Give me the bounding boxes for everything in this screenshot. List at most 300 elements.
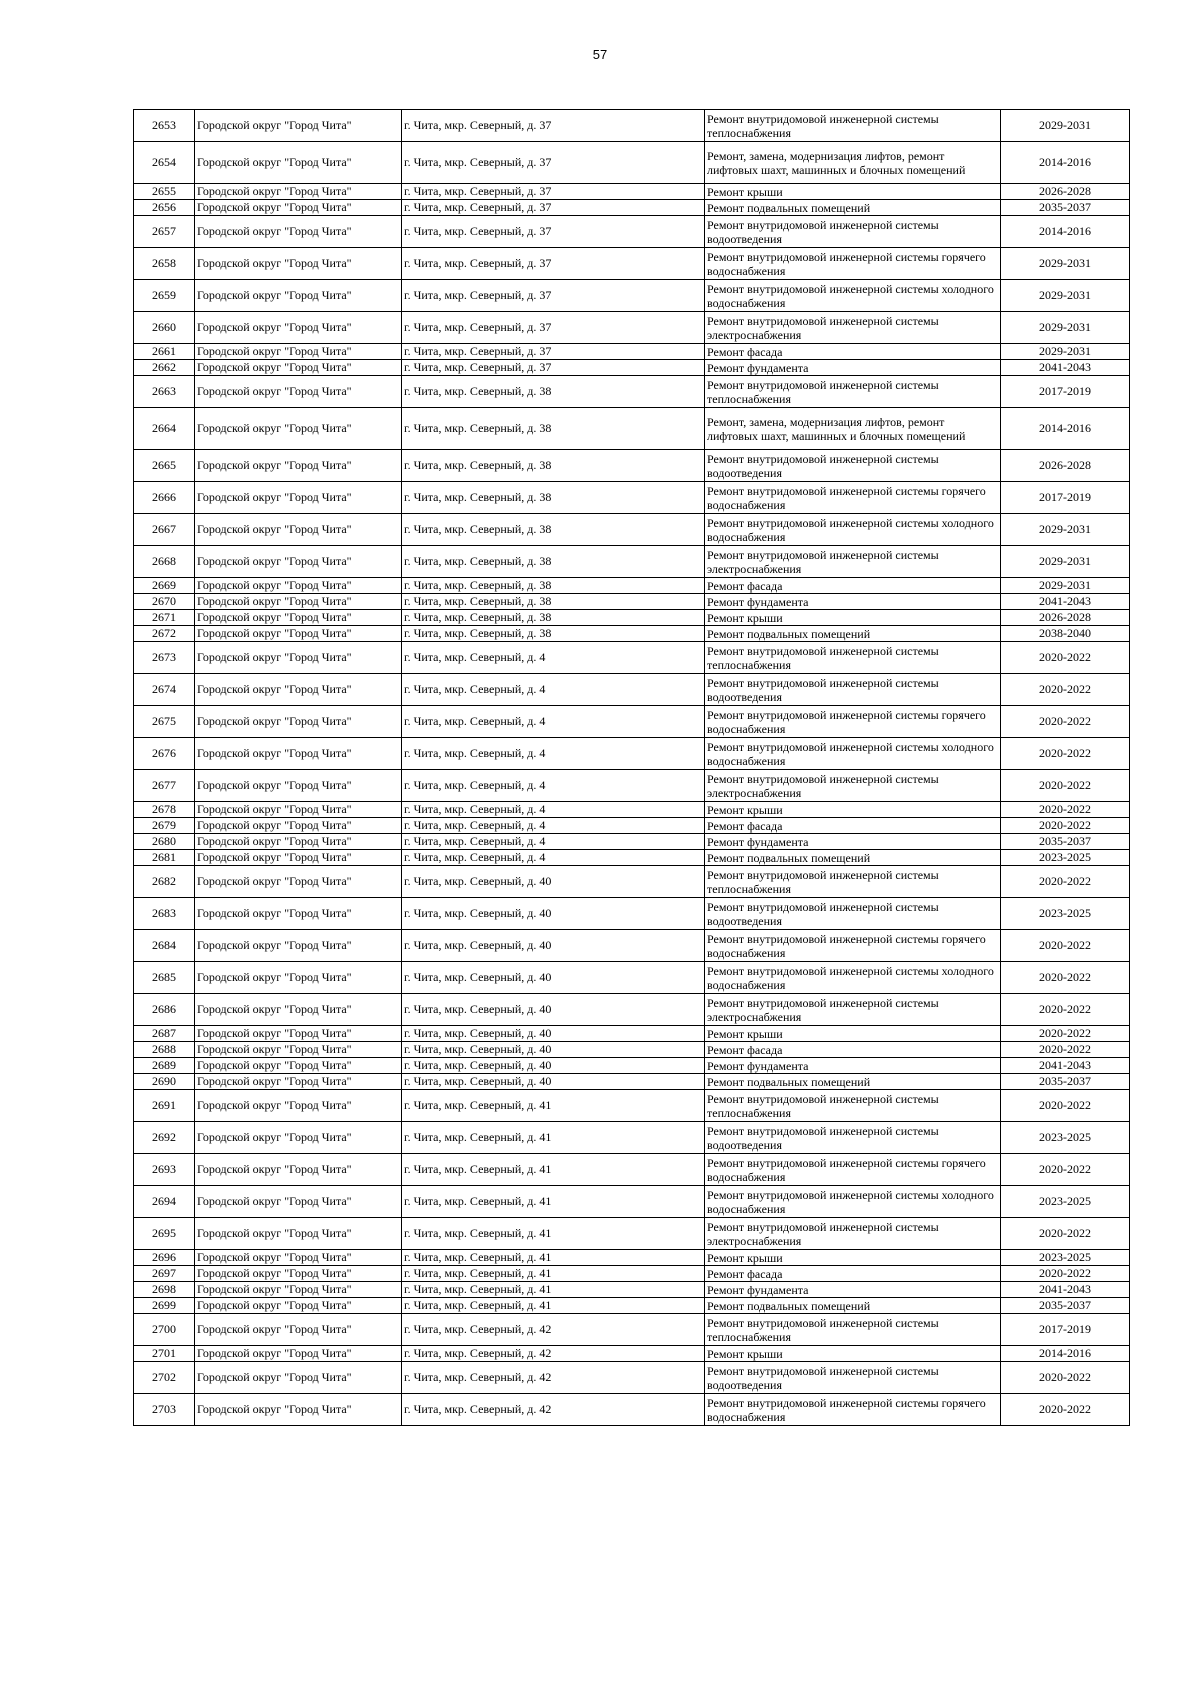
- table-row: [134, 142, 1130, 184]
- work-type-cell: Ремонт фундамента: [705, 834, 1001, 850]
- table-row: [134, 1250, 1130, 1266]
- period-cell: 2023-2025: [1001, 1186, 1130, 1218]
- row-number-cell: 2687: [134, 1026, 195, 1042]
- row-number-cell: 2675: [134, 706, 195, 738]
- period-cell: 2020-2022: [1001, 770, 1130, 802]
- address-cell: г. Чита, мкр. Северный, д. 38: [402, 514, 705, 546]
- row-number-cell: 2698: [134, 1282, 195, 1298]
- table-row: [134, 674, 1130, 706]
- row-number-cell: 2692: [134, 1122, 195, 1154]
- municipality-cell: Городской округ "Город Чита": [195, 184, 402, 200]
- row-number-cell: 2673: [134, 642, 195, 674]
- work-type-cell: Ремонт внутридомовой инженерной системы холодного водоснабжения: [705, 514, 1001, 546]
- address-cell: г. Чита, мкр. Северный, д. 37: [402, 216, 705, 248]
- municipality-cell: Городской округ "Город Чита": [195, 248, 402, 280]
- table-row: [134, 1298, 1130, 1314]
- address-cell: г. Чита, мкр. Северный, д. 40: [402, 1026, 705, 1042]
- work-type-cell: Ремонт внутридомовой инженерной системы электроснабжения: [705, 1218, 1001, 1250]
- address-cell: г. Чита, мкр. Северный, д. 38: [402, 408, 705, 450]
- municipality-cell: Городской округ "Город Чита": [195, 626, 402, 642]
- row-number-cell: 2664: [134, 408, 195, 450]
- row-number-cell: 2690: [134, 1074, 195, 1090]
- period-cell: 2020-2022: [1001, 674, 1130, 706]
- municipality-cell: Городской округ "Город Чита": [195, 962, 402, 994]
- address-cell: г. Чита, мкр. Северный, д. 38: [402, 450, 705, 482]
- municipality-cell: Городской округ "Город Чита": [195, 200, 402, 216]
- address-cell: г. Чита, мкр. Северный, д. 4: [402, 802, 705, 818]
- municipality-cell: Городской округ "Город Чита": [195, 802, 402, 818]
- period-cell: 2029-2031: [1001, 280, 1130, 312]
- municipality-cell: Городской округ "Город Чита": [195, 360, 402, 376]
- address-cell: г. Чита, мкр. Северный, д. 4: [402, 642, 705, 674]
- municipality-cell: Городской округ "Город Чита": [195, 866, 402, 898]
- municipality-cell: Городской округ "Город Чита": [195, 1314, 402, 1346]
- municipality-cell: Городской округ "Город Чита": [195, 1154, 402, 1186]
- row-number-cell: 2686: [134, 994, 195, 1026]
- period-cell: 2029-2031: [1001, 248, 1130, 280]
- address-cell: г. Чита, мкр. Северный, д. 40: [402, 1042, 705, 1058]
- municipality-cell: Городской округ "Город Чита": [195, 610, 402, 626]
- municipality-cell: Городской округ "Город Чита": [195, 738, 402, 770]
- table-row: [134, 834, 1130, 850]
- row-number-cell: 2696: [134, 1250, 195, 1266]
- period-cell: 2029-2031: [1001, 312, 1130, 344]
- address-cell: г. Чита, мкр. Северный, д. 41: [402, 1266, 705, 1282]
- address-cell: г. Чита, мкр. Северный, д. 38: [402, 610, 705, 626]
- period-cell: 2017-2019: [1001, 482, 1130, 514]
- table-row: [134, 962, 1130, 994]
- period-cell: 2035-2037: [1001, 200, 1130, 216]
- period-cell: 2020-2022: [1001, 706, 1130, 738]
- address-cell: г. Чита, мкр. Северный, д. 4: [402, 818, 705, 834]
- period-cell: 2017-2019: [1001, 376, 1130, 408]
- work-type-cell: Ремонт внутридомовой инженерной системы водоотведения: [705, 898, 1001, 930]
- table-row: [134, 850, 1130, 866]
- municipality-cell: Городской округ "Город Чита": [195, 376, 402, 408]
- work-type-cell: Ремонт внутридомовой инженерной системы горячего водоснабжения: [705, 482, 1001, 514]
- row-number-cell: 2671: [134, 610, 195, 626]
- period-cell: 2026-2028: [1001, 610, 1130, 626]
- work-type-cell: Ремонт внутридомовой инженерной системы горячего водоснабжения: [705, 248, 1001, 280]
- work-type-cell: Ремонт внутридомовой инженерной системы горячего водоснабжения: [705, 1394, 1001, 1426]
- table-row: [134, 280, 1130, 312]
- row-number-cell: 2699: [134, 1298, 195, 1314]
- municipality-cell: Городской округ "Город Чита": [195, 578, 402, 594]
- address-cell: г. Чита, мкр. Северный, д. 37: [402, 110, 705, 142]
- work-type-cell: Ремонт фундамента: [705, 594, 1001, 610]
- table-row: [134, 248, 1130, 280]
- table-row: [134, 594, 1130, 610]
- table-row: [134, 1122, 1130, 1154]
- municipality-cell: Городской округ "Город Чита": [195, 1394, 402, 1426]
- municipality-cell: Городской округ "Город Чита": [195, 344, 402, 360]
- table-row: [134, 184, 1130, 200]
- table-row: [134, 1314, 1130, 1346]
- address-cell: г. Чита, мкр. Северный, д. 37: [402, 344, 705, 360]
- period-cell: 2020-2022: [1001, 818, 1130, 834]
- work-type-cell: Ремонт крыши: [705, 1026, 1001, 1042]
- municipality-cell: Городской округ "Город Чита": [195, 216, 402, 248]
- table-row: [134, 216, 1130, 248]
- table-row: [134, 1058, 1130, 1074]
- period-cell: 2014-2016: [1001, 216, 1130, 248]
- work-type-cell: Ремонт внутридомовой инженерной системы холодного водоснабжения: [705, 738, 1001, 770]
- municipality-cell: Городской округ "Город Чита": [195, 898, 402, 930]
- table-row: [134, 770, 1130, 802]
- address-cell: г. Чита, мкр. Северный, д. 42: [402, 1362, 705, 1394]
- table-body: [134, 110, 1130, 1426]
- address-cell: г. Чита, мкр. Северный, д. 4: [402, 738, 705, 770]
- period-cell: 2020-2022: [1001, 962, 1130, 994]
- work-type-cell: Ремонт фасада: [705, 1042, 1001, 1058]
- address-cell: г. Чита, мкр. Северный, д. 40: [402, 1058, 705, 1074]
- table-row: [134, 1266, 1130, 1282]
- municipality-cell: Городской округ "Город Чита": [195, 1186, 402, 1218]
- table-row: [134, 344, 1130, 360]
- work-type-cell: Ремонт, замена, модернизация лифтов, ремонт лифтовых шахт, машинных и блочных помещений: [705, 142, 1001, 184]
- work-type-cell: Ремонт внутридомовой инженерной системы теплоснабжения: [705, 376, 1001, 408]
- row-number-cell: 2697: [134, 1266, 195, 1282]
- work-type-cell: Ремонт подвальных помещений: [705, 200, 1001, 216]
- row-number-cell: 2678: [134, 802, 195, 818]
- period-cell: 2014-2016: [1001, 142, 1130, 184]
- table-row: [134, 738, 1130, 770]
- period-cell: 2035-2037: [1001, 1298, 1130, 1314]
- address-cell: г. Чита, мкр. Северный, д. 38: [402, 578, 705, 594]
- row-number-cell: 2688: [134, 1042, 195, 1058]
- period-cell: 2020-2022: [1001, 930, 1130, 962]
- table-row: [134, 866, 1130, 898]
- row-number-cell: 2703: [134, 1394, 195, 1426]
- municipality-cell: Городской округ "Город Чита": [195, 312, 402, 344]
- work-type-cell: Ремонт фасада: [705, 578, 1001, 594]
- row-number-cell: 2657: [134, 216, 195, 248]
- address-cell: г. Чита, мкр. Северный, д. 40: [402, 962, 705, 994]
- municipality-cell: Городской округ "Город Чита": [195, 1346, 402, 1362]
- period-cell: 2023-2025: [1001, 898, 1130, 930]
- period-cell: 2020-2022: [1001, 1394, 1130, 1426]
- municipality-cell: Городской округ "Город Чита": [195, 1042, 402, 1058]
- address-cell: г. Чита, мкр. Северный, д. 37: [402, 312, 705, 344]
- period-cell: 2020-2022: [1001, 1362, 1130, 1394]
- municipality-cell: Городской округ "Город Чита": [195, 706, 402, 738]
- period-cell: 2017-2019: [1001, 1314, 1130, 1346]
- municipality-cell: Городской округ "Город Чита": [195, 850, 402, 866]
- work-type-cell: Ремонт внутридомовой инженерной системы водоотведения: [705, 1362, 1001, 1394]
- municipality-cell: Городской округ "Город Чита": [195, 1218, 402, 1250]
- work-type-cell: Ремонт внутридомовой инженерной системы теплоснабжения: [705, 1090, 1001, 1122]
- address-cell: г. Чита, мкр. Северный, д. 40: [402, 898, 705, 930]
- table-row: [134, 1090, 1130, 1122]
- row-number-cell: 2683: [134, 898, 195, 930]
- row-number-cell: 2680: [134, 834, 195, 850]
- address-cell: г. Чита, мкр. Северный, д. 41: [402, 1122, 705, 1154]
- work-type-cell: Ремонт подвальных помещений: [705, 1074, 1001, 1090]
- work-type-cell: Ремонт внутридомовой инженерной системы водоотведения: [705, 674, 1001, 706]
- period-cell: 2035-2037: [1001, 834, 1130, 850]
- period-cell: 2020-2022: [1001, 1154, 1130, 1186]
- row-number-cell: 2669: [134, 578, 195, 594]
- row-number-cell: 2667: [134, 514, 195, 546]
- table-row: [134, 994, 1130, 1026]
- address-cell: г. Чита, мкр. Северный, д. 42: [402, 1394, 705, 1426]
- table-row: [134, 706, 1130, 738]
- address-cell: г. Чита, мкр. Северный, д. 38: [402, 546, 705, 578]
- table-row: [134, 482, 1130, 514]
- work-type-cell: Ремонт внутридомовой инженерной системы электроснабжения: [705, 994, 1001, 1026]
- repair-schedule-table: [133, 109, 1130, 1426]
- work-type-cell: Ремонт фундамента: [705, 360, 1001, 376]
- table-row: [134, 110, 1130, 142]
- address-cell: г. Чита, мкр. Северный, д. 41: [402, 1154, 705, 1186]
- work-type-cell: Ремонт, замена, модернизация лифтов, ремонт лифтовых шахт, машинных и блочных помещений: [705, 408, 1001, 450]
- period-cell: 2023-2025: [1001, 1250, 1130, 1266]
- municipality-cell: Городской округ "Город Чита": [195, 1058, 402, 1074]
- municipality-cell: Городской округ "Город Чита": [195, 110, 402, 142]
- table-row: [134, 1074, 1130, 1090]
- address-cell: г. Чита, мкр. Северный, д. 38: [402, 594, 705, 610]
- municipality-cell: Городской округ "Город Чита": [195, 818, 402, 834]
- municipality-cell: Городской округ "Город Чита": [195, 450, 402, 482]
- work-type-cell: Ремонт фундамента: [705, 1058, 1001, 1074]
- work-type-cell: Ремонт внутридомовой инженерной системы горячего водоснабжения: [705, 1154, 1001, 1186]
- municipality-cell: Городской округ "Город Чита": [195, 142, 402, 184]
- address-cell: г. Чита, мкр. Северный, д. 37: [402, 142, 705, 184]
- table-row: [134, 898, 1130, 930]
- period-cell: 2020-2022: [1001, 642, 1130, 674]
- municipality-cell: Городской округ "Город Чита": [195, 514, 402, 546]
- table-row: [134, 930, 1130, 962]
- municipality-cell: Городской округ "Город Чита": [195, 1122, 402, 1154]
- row-number-cell: 2701: [134, 1346, 195, 1362]
- address-cell: г. Чита, мкр. Северный, д. 4: [402, 770, 705, 802]
- row-number-cell: 2691: [134, 1090, 195, 1122]
- work-type-cell: Ремонт крыши: [705, 1346, 1001, 1362]
- work-type-cell: Ремонт подвальных помещений: [705, 1298, 1001, 1314]
- row-number-cell: 2684: [134, 930, 195, 962]
- period-cell: 2020-2022: [1001, 1090, 1130, 1122]
- period-cell: 2026-2028: [1001, 184, 1130, 200]
- address-cell: г. Чита, мкр. Северный, д. 40: [402, 930, 705, 962]
- address-cell: г. Чита, мкр. Северный, д. 37: [402, 280, 705, 312]
- table-row: [134, 408, 1130, 450]
- table-row: [134, 312, 1130, 344]
- municipality-cell: Городской округ "Город Чита": [195, 770, 402, 802]
- municipality-cell: Городской округ "Город Чита": [195, 834, 402, 850]
- work-type-cell: Ремонт внутридомовой инженерной системы водоотведения: [705, 216, 1001, 248]
- row-number-cell: 2666: [134, 482, 195, 514]
- table-row: [134, 360, 1130, 376]
- row-number-cell: 2661: [134, 344, 195, 360]
- period-cell: 2041-2043: [1001, 1058, 1130, 1074]
- municipality-cell: Городской округ "Город Чита": [195, 280, 402, 312]
- address-cell: г. Чита, мкр. Северный, д. 38: [402, 482, 705, 514]
- row-number-cell: 2702: [134, 1362, 195, 1394]
- period-cell: 2020-2022: [1001, 994, 1130, 1026]
- table-row: [134, 1042, 1130, 1058]
- period-cell: 2029-2031: [1001, 110, 1130, 142]
- address-cell: г. Чита, мкр. Северный, д. 4: [402, 834, 705, 850]
- address-cell: г. Чита, мкр. Северный, д. 40: [402, 1074, 705, 1090]
- table-row: [134, 1026, 1130, 1042]
- row-number-cell: 2681: [134, 850, 195, 866]
- municipality-cell: Городской округ "Город Чита": [195, 408, 402, 450]
- period-cell: 2041-2043: [1001, 594, 1130, 610]
- period-cell: 2014-2016: [1001, 1346, 1130, 1362]
- row-number-cell: 2658: [134, 248, 195, 280]
- address-cell: г. Чита, мкр. Северный, д. 37: [402, 360, 705, 376]
- address-cell: г. Чита, мкр. Северный, д. 38: [402, 376, 705, 408]
- table-row: [134, 642, 1130, 674]
- municipality-cell: Городской округ "Город Чита": [195, 1298, 402, 1314]
- address-cell: г. Чита, мкр. Северный, д. 4: [402, 850, 705, 866]
- row-number-cell: 2685: [134, 962, 195, 994]
- period-cell: 2020-2022: [1001, 1218, 1130, 1250]
- page-number: 57: [592, 47, 608, 62]
- row-number-cell: 2656: [134, 200, 195, 216]
- work-type-cell: Ремонт внутридомовой инженерной системы водоотведения: [705, 1122, 1001, 1154]
- row-number-cell: 2653: [134, 110, 195, 142]
- work-type-cell: Ремонт внутридомовой инженерной системы горячего водоснабжения: [705, 930, 1001, 962]
- row-number-cell: 2665: [134, 450, 195, 482]
- work-type-cell: Ремонт подвальных помещений: [705, 626, 1001, 642]
- municipality-cell: Городской округ "Город Чита": [195, 546, 402, 578]
- municipality-cell: Городской округ "Город Чита": [195, 482, 402, 514]
- row-number-cell: 2682: [134, 866, 195, 898]
- work-type-cell: Ремонт внутридомовой инженерной системы водоотведения: [705, 450, 1001, 482]
- period-cell: 2029-2031: [1001, 546, 1130, 578]
- work-type-cell: Ремонт внутридомовой инженерной системы теплоснабжения: [705, 110, 1001, 142]
- work-type-cell: Ремонт внутридомовой инженерной системы холодного водоснабжения: [705, 962, 1001, 994]
- work-type-cell: Ремонт внутридомовой инженерной системы электроснабжения: [705, 770, 1001, 802]
- period-cell: 2026-2028: [1001, 450, 1130, 482]
- table-row: [134, 610, 1130, 626]
- row-number-cell: 2663: [134, 376, 195, 408]
- municipality-cell: Городской округ "Город Чита": [195, 1250, 402, 1266]
- row-number-cell: 2672: [134, 626, 195, 642]
- table-row: [134, 1282, 1130, 1298]
- work-type-cell: Ремонт внутридомовой инженерной системы теплоснабжения: [705, 642, 1001, 674]
- work-type-cell: Ремонт крыши: [705, 610, 1001, 626]
- address-cell: г. Чита, мкр. Северный, д. 41: [402, 1298, 705, 1314]
- row-number-cell: 2700: [134, 1314, 195, 1346]
- row-number-cell: 2659: [134, 280, 195, 312]
- work-type-cell: Ремонт подвальных помещений: [705, 850, 1001, 866]
- work-type-cell: Ремонт внутридомовой инженерной системы теплоснабжения: [705, 866, 1001, 898]
- municipality-cell: Городской округ "Город Чита": [195, 674, 402, 706]
- municipality-cell: Городской округ "Город Чита": [195, 642, 402, 674]
- table-row: [134, 578, 1130, 594]
- address-cell: г. Чита, мкр. Северный, д. 41: [402, 1090, 705, 1122]
- row-number-cell: 2677: [134, 770, 195, 802]
- address-cell: г. Чита, мкр. Северный, д. 42: [402, 1314, 705, 1346]
- address-cell: г. Чита, мкр. Северный, д. 41: [402, 1218, 705, 1250]
- period-cell: 2023-2025: [1001, 1122, 1130, 1154]
- period-cell: 2035-2037: [1001, 1074, 1130, 1090]
- address-cell: г. Чита, мкр. Северный, д. 37: [402, 248, 705, 280]
- row-number-cell: 2694: [134, 1186, 195, 1218]
- address-cell: г. Чита, мкр. Северный, д. 37: [402, 184, 705, 200]
- table-row: [134, 1186, 1130, 1218]
- period-cell: 2029-2031: [1001, 344, 1130, 360]
- row-number-cell: 2655: [134, 184, 195, 200]
- row-number-cell: 2668: [134, 546, 195, 578]
- municipality-cell: Городской округ "Город Чита": [195, 1266, 402, 1282]
- table-row: [134, 818, 1130, 834]
- table-row: [134, 1394, 1130, 1426]
- address-cell: г. Чита, мкр. Северный, д. 40: [402, 994, 705, 1026]
- work-type-cell: Ремонт внутридомовой инженерной системы холодного водоснабжения: [705, 1186, 1001, 1218]
- work-type-cell: Ремонт крыши: [705, 1250, 1001, 1266]
- work-type-cell: Ремонт фасада: [705, 1266, 1001, 1282]
- work-type-cell: Ремонт фасада: [705, 344, 1001, 360]
- work-type-cell: Ремонт крыши: [705, 184, 1001, 200]
- period-cell: 2014-2016: [1001, 408, 1130, 450]
- period-cell: 2041-2043: [1001, 1282, 1130, 1298]
- table-row: [134, 1218, 1130, 1250]
- address-cell: г. Чита, мкр. Северный, д. 37: [402, 200, 705, 216]
- work-type-cell: Ремонт внутридомовой инженерной системы электроснабжения: [705, 312, 1001, 344]
- work-type-cell: Ремонт внутридомовой инженерной системы теплоснабжения: [705, 1314, 1001, 1346]
- period-cell: 2020-2022: [1001, 866, 1130, 898]
- table-row: [134, 376, 1130, 408]
- work-type-cell: Ремонт внутридомовой инженерной системы холодного водоснабжения: [705, 280, 1001, 312]
- address-cell: г. Чита, мкр. Северный, д. 41: [402, 1250, 705, 1266]
- period-cell: 2020-2022: [1001, 1266, 1130, 1282]
- municipality-cell: Городской округ "Город Чита": [195, 1362, 402, 1394]
- row-number-cell: 2679: [134, 818, 195, 834]
- period-cell: 2023-2025: [1001, 850, 1130, 866]
- work-type-cell: Ремонт фундамента: [705, 1282, 1001, 1298]
- period-cell: 2020-2022: [1001, 802, 1130, 818]
- period-cell: 2020-2022: [1001, 1026, 1130, 1042]
- address-cell: г. Чита, мкр. Северный, д. 4: [402, 706, 705, 738]
- table-row: [134, 200, 1130, 216]
- period-cell: 2038-2040: [1001, 626, 1130, 642]
- work-type-cell: Ремонт крыши: [705, 802, 1001, 818]
- work-type-cell: Ремонт внутридомовой инженерной системы горячего водоснабжения: [705, 706, 1001, 738]
- table-row: [134, 1346, 1130, 1362]
- address-cell: г. Чита, мкр. Северный, д. 4: [402, 674, 705, 706]
- municipality-cell: Городской округ "Город Чита": [195, 1090, 402, 1122]
- row-number-cell: 2674: [134, 674, 195, 706]
- table-row: [134, 546, 1130, 578]
- row-number-cell: 2693: [134, 1154, 195, 1186]
- work-type-cell: Ремонт фасада: [705, 818, 1001, 834]
- period-cell: 2020-2022: [1001, 1042, 1130, 1058]
- table-row: [134, 450, 1130, 482]
- row-number-cell: 2670: [134, 594, 195, 610]
- period-cell: 2020-2022: [1001, 738, 1130, 770]
- municipality-cell: Городской округ "Город Чита": [195, 594, 402, 610]
- table-row: [134, 1362, 1130, 1394]
- work-type-cell: Ремонт внутридомовой инженерной системы электроснабжения: [705, 546, 1001, 578]
- address-cell: г. Чита, мкр. Северный, д. 38: [402, 626, 705, 642]
- period-cell: 2041-2043: [1001, 360, 1130, 376]
- row-number-cell: 2676: [134, 738, 195, 770]
- row-number-cell: 2660: [134, 312, 195, 344]
- row-number-cell: 2662: [134, 360, 195, 376]
- municipality-cell: Городской округ "Город Чита": [195, 994, 402, 1026]
- period-cell: 2029-2031: [1001, 514, 1130, 546]
- municipality-cell: Городской округ "Город Чита": [195, 1026, 402, 1042]
- address-cell: г. Чита, мкр. Северный, д. 41: [402, 1186, 705, 1218]
- row-number-cell: 2654: [134, 142, 195, 184]
- address-cell: г. Чита, мкр. Северный, д. 41: [402, 1282, 705, 1298]
- period-cell: 2029-2031: [1001, 578, 1130, 594]
- row-number-cell: 2695: [134, 1218, 195, 1250]
- address-cell: г. Чита, мкр. Северный, д. 40: [402, 866, 705, 898]
